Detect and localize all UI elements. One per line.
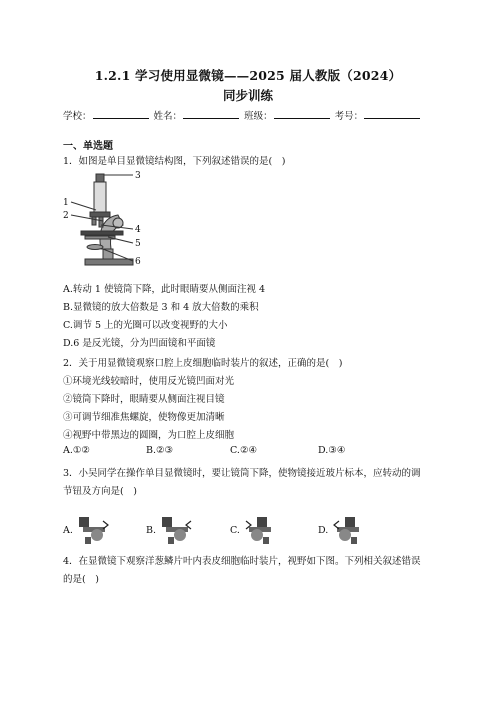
q3-option-a-label[interactable]: A. <box>63 525 73 536</box>
exam-number-label: 考号： <box>334 111 364 122</box>
figure-label-6: 6 <box>135 257 141 267</box>
class-blank[interactable] <box>274 109 330 119</box>
school-label: 学校： <box>63 111 92 122</box>
q3-option-d-label[interactable]: D. <box>318 525 329 536</box>
name-blank[interactable] <box>183 109 239 119</box>
q1-option-a[interactable]: A.转动 1 使镜筒下降，此时眼睛要从侧面注视 4 <box>63 284 266 295</box>
figure-label-5: 5 <box>135 239 141 249</box>
figure-label-4: 4 <box>135 225 141 235</box>
q3-stem-line-2: 节钮及方向是( ) <box>63 486 137 497</box>
q2-statement-3: ③可调节细准焦螺旋，使物像更加清晰 <box>63 412 225 423</box>
exam-number-blank[interactable] <box>364 109 420 119</box>
school-blank[interactable] <box>93 109 149 119</box>
q3-options-row <box>63 515 443 545</box>
microscope-knob-icon[interactable] <box>243 515 279 545</box>
figure-label-1: 1 <box>63 198 69 208</box>
student-info-row <box>63 108 422 122</box>
page-title: 1.2.1 学习使用显微镜——2025 届人教版（2024） <box>94 68 402 83</box>
microscope-knob-icon[interactable] <box>331 515 367 545</box>
q2-option-d[interactable]: D.③④ <box>318 445 346 456</box>
q2-stem: 2．关于用显微镜观察口腔上皮细胞临时装片的叙述，正确的是( ) <box>63 358 343 369</box>
page-subtitle: 同步训练 <box>222 88 273 103</box>
class-label: 班级： <box>244 111 273 122</box>
q4-stem-line-1: 4．在显微镜下观察洋葱鳞片叶内表皮细胞临时装片，视野如下图。下列相关叙述错误 <box>63 556 421 567</box>
q2-statement-2: ②镜筒下降时，眼睛要从侧面注视目镜 <box>63 394 225 405</box>
figure-label-2: 2 <box>63 211 69 221</box>
figure-label-3: 3 <box>135 171 141 181</box>
q2-statement-4: ④视野中带黑边的圆圈，为口腔上皮细胞 <box>63 430 235 441</box>
section-heading: 一、单选题 <box>63 141 113 152</box>
q1-option-d[interactable]: D.6 是反光镜，分为凹面镜和平面镜 <box>63 338 216 349</box>
q3-stem-line-1: 3．小吴同学在操作单目显微镜时，要让镜筒下降，使物镜接近玻片标本，应转动的调 <box>63 468 421 479</box>
q1-option-c[interactable]: C.调节 5 上的光圈可以改变视野的大小 <box>63 320 228 331</box>
q4-stem-line-2: 的是( ) <box>63 574 99 585</box>
microscope-diagram <box>63 165 183 275</box>
q2-option-c[interactable]: C.②④ <box>230 445 257 456</box>
q2-option-a[interactable]: A.①② <box>63 445 90 456</box>
q1-stem: 1．如图是单目显微镜结构图，下列叙述错误的是( ) <box>63 156 286 167</box>
name-label: 姓名： <box>153 111 183 122</box>
q2-option-b[interactable]: B.②③ <box>146 445 174 456</box>
q3-option-c-label[interactable]: C. <box>230 525 240 536</box>
q3-option-b-label[interactable]: B. <box>146 525 157 536</box>
microscope-knob-icon[interactable] <box>75 515 111 545</box>
q1-option-b[interactable]: B.显微镜的放大倍数是 3 和 4 放大倍数的乘积 <box>63 302 259 313</box>
microscope-knob-icon[interactable] <box>158 515 194 545</box>
q2-statement-1: ①环境光线较暗时，使用反光镜凹面对光 <box>63 376 235 387</box>
